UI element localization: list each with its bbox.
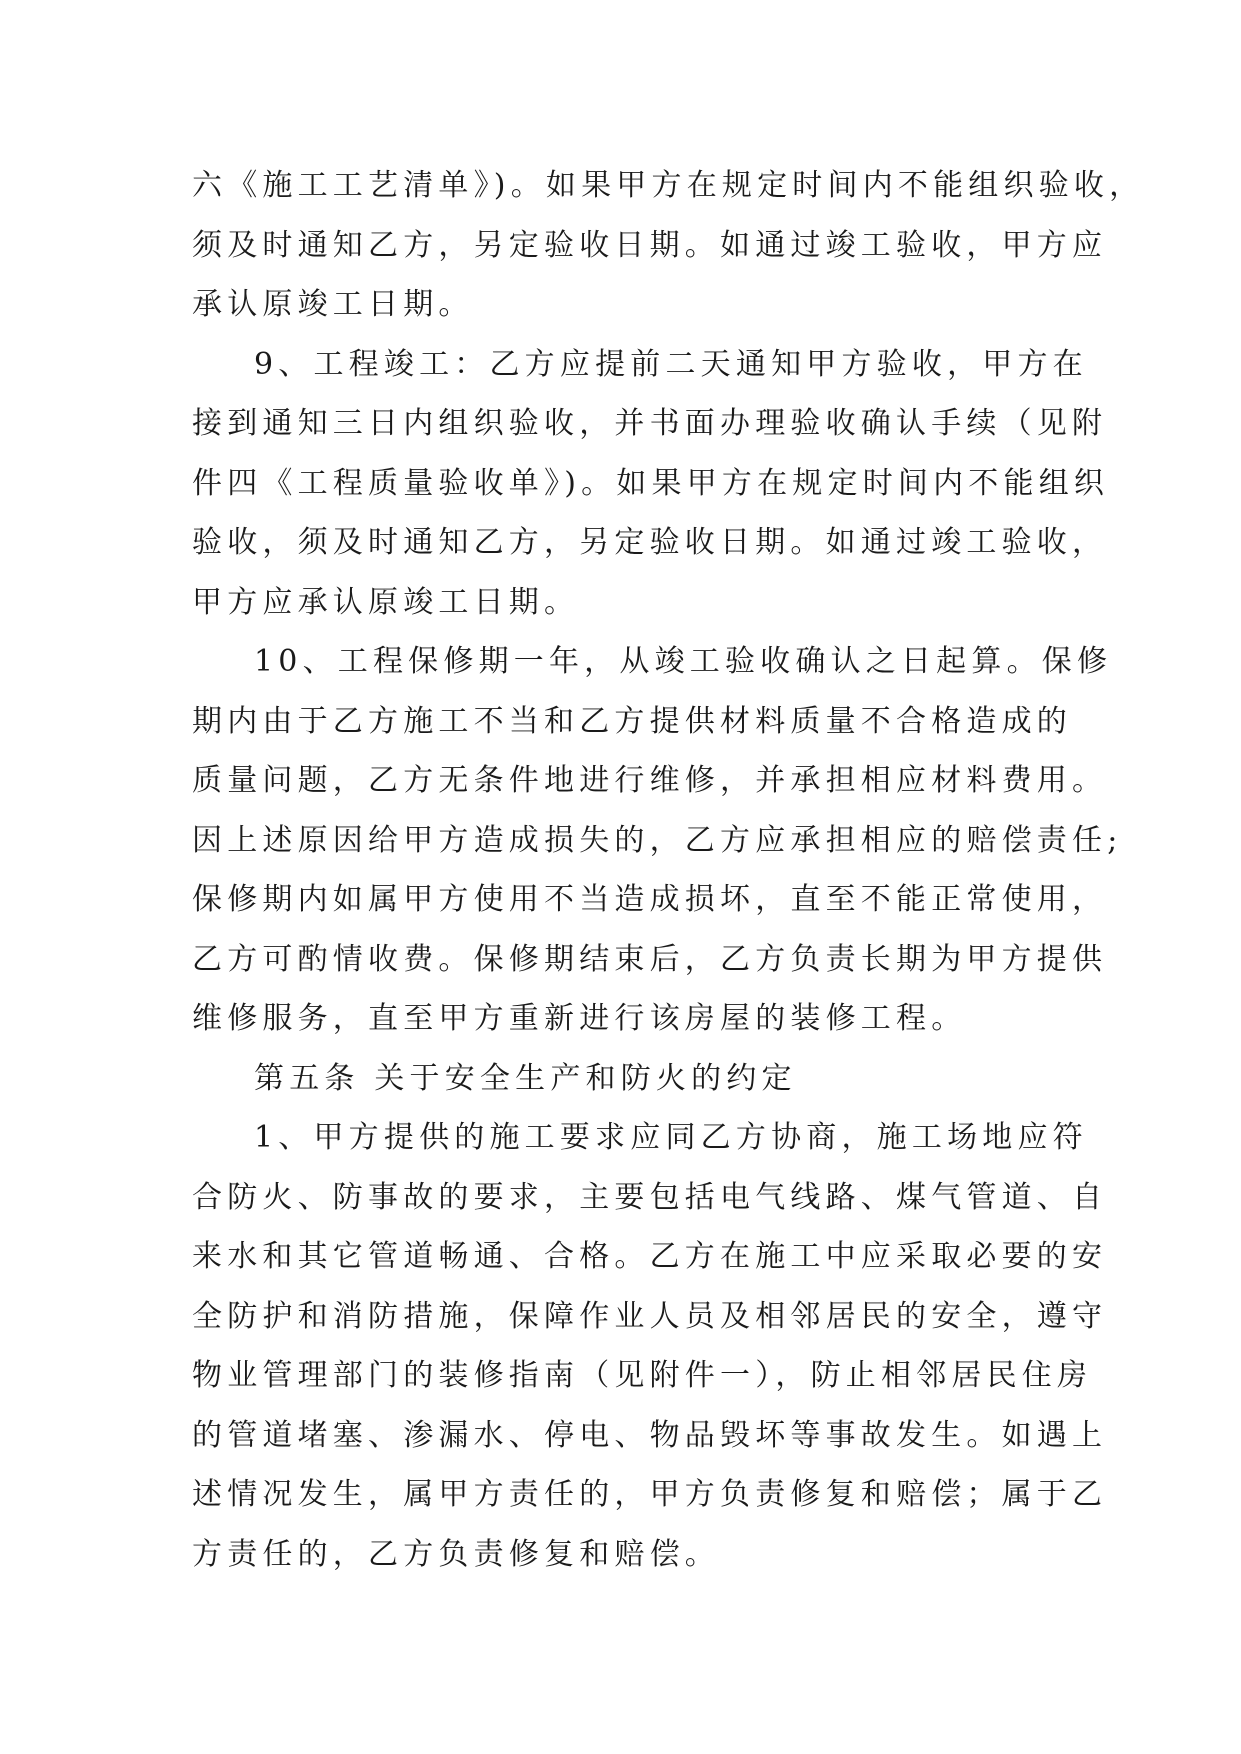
text-line: 方责任的，乙方负责修复和赔偿。 — [192, 1536, 720, 1572]
text-line: 验收，须及时通知乙方，另定验收日期。如通过竣工验收， — [192, 525, 1108, 560]
text-line: 乙方可酌情收费。保修期结束后，乙方负责长期为甲方提供 — [192, 941, 1108, 977]
text-line: 10、工程保修期一年，从竣工验收确认之日起算。保修 — [254, 644, 1113, 679]
text-line: 物业管理部门的装修指南（见附件一），防止相邻居民住房 — [192, 1358, 1093, 1393]
text-line: 因上述原因给甲方造成损失的，乙方应承担相应的赔偿责任; — [192, 822, 1123, 858]
document-body — [192, 156, 1145, 1584]
text-line: 须及时通知乙方，另定验收日期。如通过竣工验收，甲方应 — [192, 227, 1108, 263]
text-line: 保修期内如属甲方使用不当造成损坏，直至不能正常使用， — [192, 882, 1108, 917]
text-line: 述情况发生，属甲方责任的，甲方负责修复和赔偿；属于乙 — [192, 1477, 1108, 1512]
text-line: 全防护和消防措施，保障作业人员及相邻居民的安全，遵守 — [192, 1298, 1108, 1334]
text-line: 的管道堵塞、渗漏水、停电、物品毁坏等事故发生。如遇上 — [192, 1417, 1108, 1453]
text-line: 期内由于乙方施工不当和乙方提供材料质量不合格造成的 — [192, 703, 1072, 739]
text-line: 9、工程竣工：乙方应提前二天通知甲方验收，甲方在 — [254, 346, 1088, 382]
text-line: 甲方应承认原竣工日期。 — [192, 584, 580, 620]
text-line: 维修服务，直至甲方重新进行该房屋的装修工程。 — [192, 1001, 967, 1036]
text-line: 件四《工程质量验收单》)。如果甲方在规定时间内不能组织 — [192, 465, 1110, 501]
text-line: 第五条 关于安全生产和防火的约定 — [254, 1060, 797, 1096]
text-line: 接到通知三日内组织验收，并书面办理验收确认手续（见附 — [192, 406, 1108, 441]
text-line: 六《施工工艺清单》)。如果甲方在规定时间内不能组织验收， — [192, 168, 1145, 203]
text-line: 质量问题，乙方无条件地进行维修，并承担相应材料费用。 — [192, 763, 1108, 798]
text-line: 来水和其它管道畅通、合格。乙方在施工中应采取必要的安 — [192, 1239, 1108, 1274]
text-line: 1、甲方提供的施工要求应同乙方协商，施工场地应符 — [254, 1120, 1088, 1155]
text-line: 承认原竣工日期。 — [192, 287, 474, 322]
text-line: 合防火、防事故的要求，主要包括电气线路、煤气管道、自 — [192, 1179, 1108, 1215]
